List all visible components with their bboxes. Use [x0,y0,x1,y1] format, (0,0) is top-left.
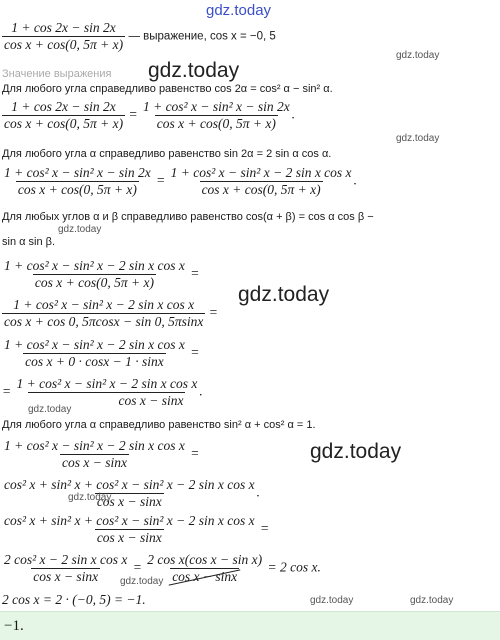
step-4-result: = 2 cos x. [267,559,321,575]
watermark-small: gdz.today [120,576,164,587]
step-2-den-right: cos x + cos(0, 5π + x) [201,182,321,197]
step-4-num-2: cos² x + sin² x + cos² x − sin² x − 2 sin x cos x [4,477,255,492]
watermark-small: gdz.today [310,595,354,606]
step-3-num-4: 1 + cos² x − sin² x − 2 sin x cos x [16,376,198,391]
watermark-small: gdz.today [396,133,440,144]
step-2-fraction-left [2,165,153,198]
step-3-den-3: cos x + 0 · cosx − 1 · sinx [25,354,164,369]
answer-value: −1. [4,618,24,634]
step-4-line-3: $\frac{\text{cos² x + sin² x + cos² x − sin² x − 2 sin x cos x}}{\text{cos x − sinx}}$ = [4,513,270,545]
step-1-den-right: cos x + cos(0, 5π + x) [156,116,276,131]
watermark-big: gdz.today [310,440,402,463]
step-2-fraction-right [169,165,354,198]
problem-numerator: 1 + cos 2x − sin 2x [11,20,116,35]
step-3-den-2: cos x + cos 0, 5πcosx − sin 0, 5πsinx [4,314,204,329]
step-1-num-left: 1 + cos 2x − sin 2x [11,99,116,114]
step-4-den-2: cos x − sinx [96,494,162,509]
step-3-num-3: 1 + cos² x − sin² x − 2 sin x cos x [4,337,185,352]
watermark-small: gdz.today [68,492,112,503]
watermark-small: gdz.today [58,224,102,235]
step-1-fraction-left [2,99,125,132]
step-1: $\frac{1 + \cos 2x - \sin 2x}{\text{cos x + cos(0, 5π + x)}}$ = $\frac{\text{1 + cos² x − sin² x − sin 2x}}{\text{cos x + cos(0, 5π + x)}}$ . [4,99,296,131]
answer-bar [0,611,500,640]
final-computation: 2 cos x = 2 · (−0, 5) = −1. [2,592,146,607]
step-3-num-1: 1 + cos² x − sin² x − 2 sin x cos x [4,258,185,273]
problem-fraction [2,20,125,53]
faded-heading: Значение выражения [2,68,112,80]
watermark-big: gdz.today [238,283,330,306]
problem-denominator: cos x + cos(0, 5π + x) [4,37,124,52]
rule-2: Для любого угла α справедливо равенство sin 2α = 2 sin α cos α. [2,148,332,160]
step-1-den-left: cos x + cos(0, 5π + x) [4,116,124,131]
rule-3: Для любых углов α и β справедливо равенство cos(α + β) = cos α cos β − [2,211,374,223]
rule-1: Для любого угла справедливо равенство cos 2α = cos² α − sin² α. [2,83,333,95]
step-4-den-4: cos x − sinx [33,569,99,584]
step-3-line-2: $\frac{\text{1 + cos² x − sin² x − 2 sin x cos x}}{\text{cos x + cos 0, 5πcosx − sin 0, 5πsinx}}$ = [4,297,218,329]
watermark-small: gdz.today [410,595,454,606]
step-4-den-3: cos x − sinx [96,530,162,545]
rule-3-continued: sin α sin β. [2,236,56,248]
watermark-big: gdz.today [148,59,240,82]
step-3-line-3: $\frac{\text{1 + cos² x − sin² x − 2 sin x cos x}}{\text{cos x + 0 · cosx − 1 · sinx}}$ = [4,337,200,369]
step-2-den-left: cos x + cos(0, 5π + x) [17,182,137,197]
step-4-line-1: $\frac{\text{1 + cos² x − sin² x − 2 sin x cos x}}{\text{cos x − sinx}}$ = [4,438,200,470]
step-3-den-4: cos x − sinx [28,392,185,409]
step-3-line-4: = $\frac{\text{1 + cos² x − sin² x − 2 sin x cos x}}{\text{cos x − sinx}}$ . [2,376,203,408]
watermark-top: gdz.today [206,2,272,19]
step-4-num-5: 2 cos x(cos x − sin x) [147,552,263,567]
step-1-num-right: 1 + cos² x − sin² x − sin 2x [142,99,290,114]
step-4-den-5: cos x − sinx [172,569,238,584]
step-2-num-left: 1 + cos² x − sin² x − sin 2x [4,165,151,180]
watermark-small: gdz.today [28,404,72,415]
problem-text: — выражение, cos x = −0, 5 [128,30,276,43]
step-4-line-4: $\frac{\text{2 cos² x − 2 sin x cos x}}{\text{cos x − sinx}}$ = $\frac{\text{2 cos x(cos x − sin x)}}{\text{cos x − sinx}}$ = 2 cos x. [4,552,321,584]
step-4-num-3: cos² x + sin² x + cos² x − sin² x − 2 sin x cos x [4,513,255,528]
problem-statement [2,20,276,53]
step-4-num-4: 2 cos² x − 2 sin x cos x [4,552,128,567]
step-4-den-1: cos x − sinx [61,455,127,470]
watermark-small: gdz.today [396,50,440,61]
step-4-num-1: 1 + cos² x − sin² x − 2 sin x cos x [4,438,185,453]
step-3-line-1: $\frac{\text{1 + cos² x − sin² x − 2 sin x cos x}}{\text{cos x + cos(0, 5π + x)}}$ = [4,258,200,290]
step-2: $\frac{\text{1 + cos² x − sin² x − sin 2x}}{\text{cos x + cos(0, 5π + x)}}$ = $\frac{\text{1 + cos² x − sin² x − 2 sin x cos x}}{\text{cos x + cos(0, 5π + x)}}$ . [4,165,357,197]
rule-4: Для любого угла α справедливо равенство sin² α + cos² α = 1. [2,419,316,431]
step-1-fraction-right [141,99,292,132]
step-4-line-2: $\frac{\text{cos² x + sin² x + cos² x − sin² x − 2 sin x cos x}}{\text{cos x − sinx}}$ . [4,477,260,509]
step-3-num-2: 1 + cos² x − sin² x − 2 sin x cos x [13,297,195,312]
step-2-num-right: 1 + cos² x − sin² x − 2 sin x cos x [170,165,352,180]
step-3-den-1: cos x + cos(0, 5π + x) [34,275,154,290]
